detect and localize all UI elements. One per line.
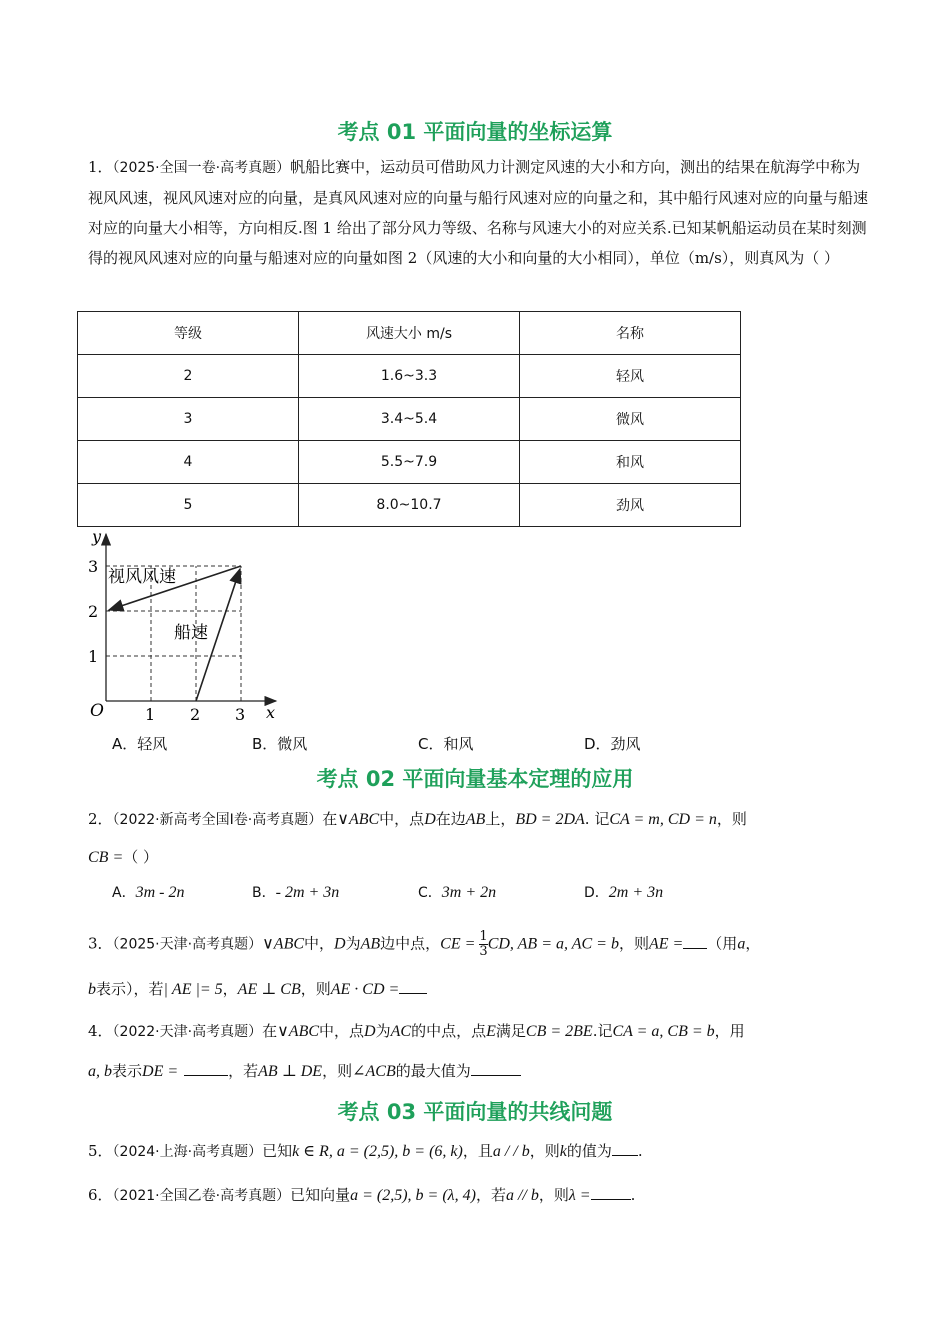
option-expr: 3m - 2n (135, 884, 185, 901)
question-text: 帆船比赛中，运动员可借助风力计测定风速的大小和方向，测出的结果在航海学中称为视风风速，视风风速对应的向量，是真风风速对应的向量与船行风速对应的向量之和，其中船行风速对应的向量与船速对应的向量大小相等，方向相反.图 1 给出了部分风力等级、名称与风速大小的对应关系.已知某帆船运动员在某时刻测得的视风风速对应的向量与船速对应的向量如图 2（风速的大小和向量的大小相同），单位（m/s），则真风为（ ） (88, 158, 869, 267)
text: 为 (345, 934, 361, 953)
vector-figure (80, 526, 290, 726)
text: ，则 (322, 1062, 353, 1080)
table-header: 等级 (78, 312, 299, 355)
answer-blank[interactable] (683, 936, 707, 949)
table-cell: 微风 (520, 398, 741, 441)
text: ， (222, 980, 238, 998)
wind-table (77, 311, 741, 527)
question-3-line-2 (88, 978, 427, 999)
table-cell: 轻风 (520, 355, 741, 398)
math: a = (2,5), b = (λ, 4) (350, 1187, 476, 1204)
question-number: 6． (88, 1186, 113, 1204)
math: ∨ABC (337, 811, 380, 828)
math: CD, AB = a, AC = b (487, 935, 619, 953)
question-source: （2025·天津·高考真题） (112, 936, 263, 953)
math: AE ⊥ CB (237, 981, 301, 998)
text: .记 (592, 1022, 613, 1040)
table-cell: 2 (78, 355, 299, 398)
table-cell: 8.0~10.7 (299, 484, 520, 527)
option-label: C． (418, 885, 442, 901)
question-2-line-2 (88, 846, 158, 867)
y-tick-label: 1 (88, 647, 99, 666)
question-source: （2024·上海·高考真题） (112, 1144, 263, 1160)
x-tick-label: 2 (190, 705, 201, 724)
y-tick-label: 2 (88, 602, 99, 621)
section-title-2: 考点 02 平面向量基本定理的应用 (316, 767, 634, 791)
math: ∨ABC (262, 935, 305, 953)
y-tick-label: 3 (88, 557, 99, 576)
answer-blank[interactable] (612, 1143, 638, 1156)
text: ，且 (462, 1142, 493, 1160)
table-cell: 3 (78, 398, 299, 441)
option-b[interactable]: B．微风 (252, 735, 308, 753)
table-row (78, 441, 741, 484)
option-c[interactable]: C．和风 (418, 735, 474, 753)
text: 的值为 (566, 1142, 612, 1160)
question-3 (88, 930, 760, 959)
table-cell: 和风 (520, 441, 741, 484)
table-cell: 3.4~5.4 (299, 398, 520, 441)
text: 的中点，点 (411, 1022, 487, 1040)
table-row (78, 484, 741, 527)
text: 在 (262, 1022, 278, 1040)
answer-blank[interactable] (471, 1063, 521, 1076)
answer-blank[interactable] (184, 1063, 228, 1076)
math: a (737, 935, 746, 953)
question-number: 4． (88, 1022, 113, 1040)
table-cell: 5.5~7.9 (299, 441, 520, 484)
text: 表示），若 (96, 980, 164, 998)
fraction (479, 930, 487, 959)
fraction-denominator: 3 (479, 944, 488, 959)
text: ，则 (538, 1186, 569, 1204)
option-label: A． (112, 885, 136, 901)
text: 为 (375, 1022, 391, 1040)
math: BD = 2DA (515, 811, 585, 828)
question-source: （2022·天津·高考真题） (112, 1024, 263, 1040)
text: 的最大值为 (395, 1062, 471, 1080)
text: ，则 (716, 810, 747, 828)
apparent-wind-label: 视风风速 (108, 567, 176, 587)
question-number: 1． (88, 158, 113, 176)
question-1 (88, 152, 868, 273)
table-cell: 4 (78, 441, 299, 484)
math: ∨ABC (277, 1023, 320, 1040)
text: 在边 (435, 810, 466, 828)
math: CB = (88, 849, 124, 866)
origin-label: O (90, 701, 104, 721)
question-number: 3． (88, 934, 113, 953)
question-number: 2． (88, 810, 113, 828)
option-expr: 2m + 3n (608, 884, 664, 901)
section-title-3: 考点 03 平面向量的共线问题 (337, 1100, 613, 1124)
table-header: 风速大小 m/s (299, 312, 520, 355)
text: 满足 (495, 1022, 526, 1040)
option-a[interactable] (112, 882, 184, 902)
text: 中，点 (379, 810, 425, 828)
math: AB (360, 935, 381, 953)
table-header-row (78, 312, 741, 355)
table-header: 名称 (520, 312, 741, 355)
math: AB ⊥ DE (258, 1063, 323, 1080)
table-cell: 劲风 (520, 484, 741, 527)
table-cell: 5 (78, 484, 299, 527)
math: CB = 2BE (525, 1023, 593, 1040)
text: 在 (322, 810, 338, 828)
math: k (559, 1143, 567, 1160)
text: . (630, 1186, 636, 1204)
math: AB (465, 811, 486, 828)
option-a[interactable]: A．轻风 (112, 735, 168, 753)
text: ，则 (300, 980, 331, 998)
answer-blank[interactable] (399, 981, 427, 994)
text: ， (745, 934, 761, 953)
text: ，则 (618, 934, 649, 953)
option-d[interactable] (584, 882, 663, 902)
text: 边中点， (380, 934, 441, 953)
math: CE = (440, 935, 480, 953)
math: k ∈ R, a = (2,5), b = (6, k) (292, 1143, 463, 1160)
math: AE = (648, 935, 684, 953)
question-number: 5． (88, 1142, 113, 1160)
text: . 记 (584, 810, 610, 828)
table-row (78, 398, 741, 441)
boat-speed-label: 船速 (174, 623, 208, 643)
fraction-numerator: 1 (479, 929, 488, 944)
table-cell: 1.6~3.3 (299, 355, 520, 398)
option-label: B． (252, 885, 276, 901)
math: D (334, 935, 346, 953)
x-tick-label: 1 (145, 705, 156, 724)
math: CA = a, CB = b (612, 1023, 715, 1040)
text: 表示 (112, 1062, 143, 1080)
math: a // b (505, 1187, 539, 1204)
option-expr: - 2m + 3n (275, 884, 340, 901)
question-source: （2022·新高考全国Ⅰ卷·高考真题） (112, 812, 323, 828)
math: DE = (142, 1063, 179, 1080)
text: . (637, 1142, 643, 1160)
question-6 (88, 1184, 635, 1205)
math: AE · CD = (330, 981, 400, 998)
question-4 (88, 1020, 745, 1041)
option-d[interactable]: D．劲风 (584, 735, 641, 753)
text: ，用 (714, 1022, 745, 1040)
math: D (424, 811, 436, 828)
math: | AE |= 5 (163, 981, 223, 998)
question-5 (88, 1140, 643, 1161)
math: D (364, 1023, 376, 1040)
text: 中，点 (319, 1022, 365, 1040)
option-expr: 3m + 2n (441, 884, 497, 901)
question-2 (88, 808, 747, 829)
text: 中， (304, 934, 335, 953)
math: E (486, 1023, 496, 1040)
math: ∠ACB (352, 1063, 396, 1080)
question-source: （2025·全国一卷·高考真题） (112, 160, 291, 176)
math: CA = m, CD = n (609, 811, 717, 828)
question-4-line-2 (88, 1060, 521, 1081)
question-source: （2021·全国乙卷·高考真题） (112, 1188, 291, 1204)
text: ，若 (475, 1186, 506, 1204)
text: 已知 (262, 1142, 293, 1160)
option-c[interactable] (418, 882, 496, 902)
text: 已知向量 (290, 1186, 351, 1204)
text: ，若 (228, 1062, 259, 1080)
option-label: D． (584, 885, 609, 901)
x-axis-label: x (266, 703, 276, 722)
math: λ = (568, 1187, 591, 1204)
text: （ ） (123, 848, 159, 866)
x-tick-label: 3 (235, 705, 246, 724)
math: AC (390, 1023, 412, 1040)
text: ，则 (529, 1142, 560, 1160)
math: a, b (88, 1063, 112, 1080)
table-row (78, 355, 741, 398)
math: a / / b (492, 1143, 530, 1160)
answer-blank[interactable] (591, 1187, 631, 1200)
option-b[interactable] (252, 882, 339, 902)
section-title-1: 考点 01 平面向量的坐标运算 (337, 120, 613, 144)
y-axis-label: y (92, 527, 102, 546)
text: （用 (707, 934, 738, 953)
text: 上， (485, 810, 516, 828)
math: b (88, 981, 96, 998)
